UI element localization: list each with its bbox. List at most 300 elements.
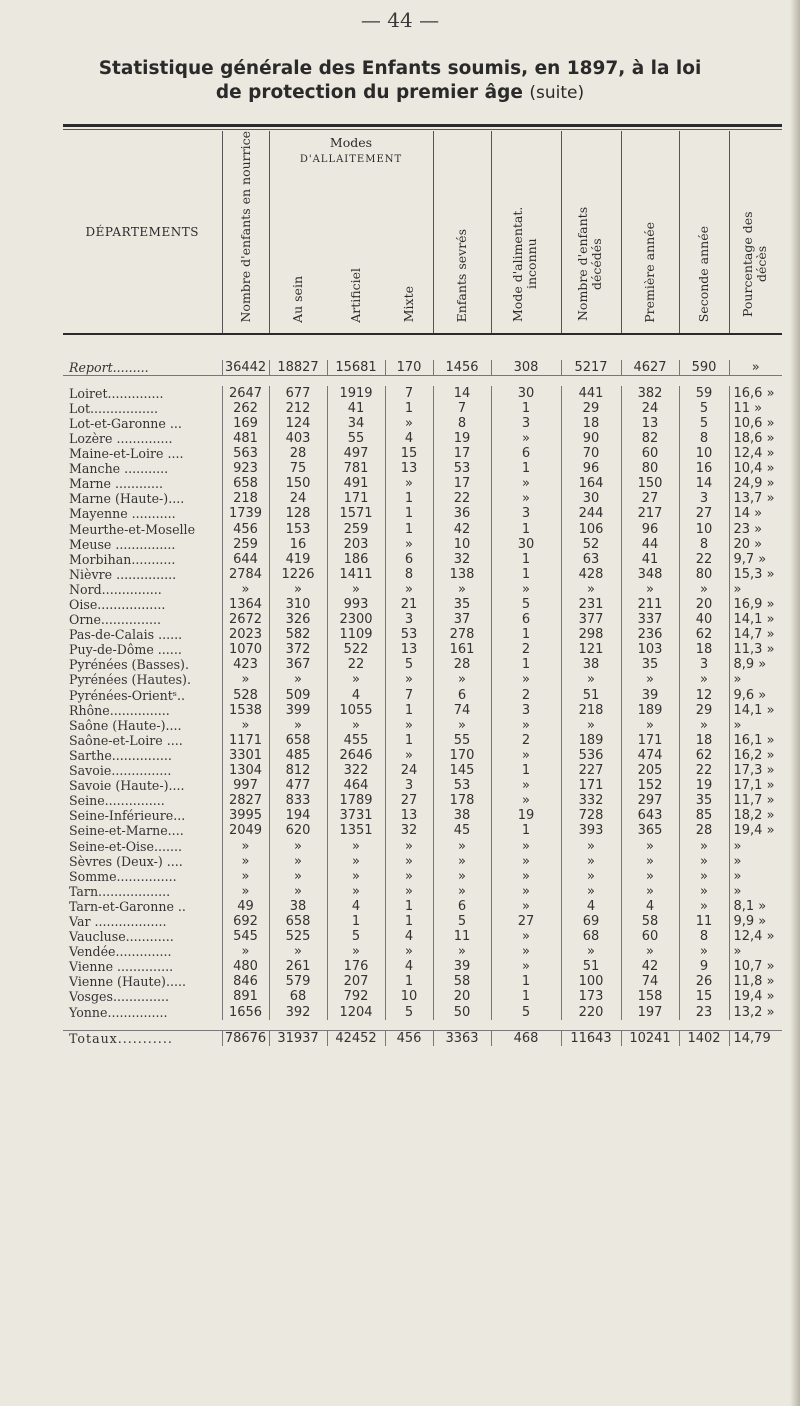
totals-row <box>63 1030 782 1046</box>
table-row <box>63 763 782 778</box>
table-cell: » <box>621 839 679 854</box>
table-cell: 14,1 » <box>729 612 782 627</box>
table-cell: 5 <box>385 657 433 672</box>
table-cell: » <box>561 944 621 959</box>
table-cell: 16,1 » <box>729 733 782 748</box>
table-cell: 5 <box>491 1005 561 1020</box>
table-cell: 10,7 » <box>729 959 782 974</box>
table-cell: » <box>385 672 433 687</box>
table-cell: 545 <box>222 929 269 944</box>
table-cell: 53 <box>433 461 491 476</box>
table-row <box>63 582 782 597</box>
table-row <box>63 597 782 612</box>
report-row <box>63 360 782 376</box>
report-cell: 1456 <box>433 360 491 376</box>
title-suffix: (suite) <box>529 83 585 103</box>
table-cell: 3 <box>491 416 561 431</box>
table-cell: 14,7 » <box>729 627 782 642</box>
table-cell: » <box>433 869 491 884</box>
table-cell: 19,4 » <box>729 823 782 838</box>
table-cell: » <box>327 672 385 687</box>
table-cell: » <box>385 884 433 899</box>
department-name: Sèvres (Deux-) .... <box>69 853 183 869</box>
table-cell: » <box>729 944 782 959</box>
table-row <box>63 476 782 491</box>
table-cell: 30 <box>491 537 561 552</box>
table-cell: 6 <box>491 446 561 461</box>
table-cell: 563 <box>222 446 269 461</box>
table-cell: 106 <box>561 522 621 537</box>
table-cell: 658 <box>269 914 327 929</box>
header-modes-allaitement: Modes D'ALLAITEMENT <box>299 135 403 165</box>
table-cell: 53 <box>433 778 491 793</box>
report-cell: 18827 <box>269 360 327 376</box>
table-cell: » <box>561 582 621 597</box>
table-cell: 11 » <box>729 401 782 416</box>
table-cell: 150 <box>269 476 327 491</box>
table-cell: 211 <box>621 597 679 612</box>
table-cell: 16,6 » <box>729 386 782 401</box>
table-row <box>63 506 782 521</box>
table-cell: 428 <box>561 567 621 582</box>
header-enfants-sevres: Enfants sevrés <box>433 131 491 334</box>
table-row <box>63 808 782 823</box>
department-name: Puy-de-Dôme ...... <box>69 642 182 658</box>
table-cell: 6 <box>385 552 433 567</box>
top-rule <box>63 124 782 127</box>
table-cell: 522 <box>327 642 385 657</box>
table-cell: 4 <box>385 959 433 974</box>
table-cell: » <box>327 869 385 884</box>
table-cell: 19,4 » <box>729 989 782 1004</box>
table-cell: » <box>491 778 561 793</box>
table-cell: 15 <box>679 989 729 1004</box>
table-cell: » <box>491 929 561 944</box>
table-cell: 1538 <box>222 703 269 718</box>
table-cell: » <box>729 672 782 687</box>
title-line-2 <box>60 81 740 105</box>
table-cell: 30 <box>561 491 621 506</box>
table-cell: 322 <box>327 763 385 778</box>
table-cell: 15,3 » <box>729 567 782 582</box>
department-name: Rhône............... <box>69 702 170 718</box>
department-name: Vienne (Haute)..... <box>69 974 186 990</box>
table-cell: 1304 <box>222 763 269 778</box>
header-seconde-annee: Seconde année <box>679 131 729 334</box>
table-cell: 74 <box>433 703 491 718</box>
department-name: Savoie............... <box>69 763 172 779</box>
table-cell: » <box>385 718 433 733</box>
table-cell: 13,7 » <box>729 491 782 506</box>
table-cell: 124 <box>269 416 327 431</box>
table-cell: » <box>679 944 729 959</box>
table-cell: 19 <box>679 778 729 793</box>
table-cell: » <box>561 672 621 687</box>
table-cell: 17 <box>433 476 491 491</box>
table-cell: » <box>491 491 561 506</box>
table-cell: 2827 <box>222 793 269 808</box>
table-cell: 138 <box>433 567 491 582</box>
table-cell: 37 <box>433 612 491 627</box>
table-cell: 21 <box>385 597 433 612</box>
table-cell: » <box>385 416 433 431</box>
table-body <box>63 350 782 1020</box>
table-cell: 50 <box>433 1005 491 1020</box>
table-cell: 38 <box>269 899 327 914</box>
table-cell: 474 <box>621 748 679 763</box>
table-cell: 218 <box>222 491 269 506</box>
table-cell: 231 <box>561 597 621 612</box>
table-cell: 2023 <box>222 627 269 642</box>
table-cell: 60 <box>621 929 679 944</box>
department-name: Tarn.................. <box>69 883 171 899</box>
table-cell: 2049 <box>222 823 269 838</box>
table-cell: 10 <box>385 989 433 1004</box>
table-cell: 8,9 » <box>729 657 782 672</box>
table-cell: 10 <box>679 522 729 537</box>
title-line-1: Statistique générale des Enfants soumis, en 1897, à la loi <box>98 58 702 79</box>
table-cell: 1 <box>491 552 561 567</box>
table-cell: 152 <box>621 778 679 793</box>
table-cell: » <box>679 672 729 687</box>
table-cell: 525 <box>269 929 327 944</box>
table-cell: » <box>327 582 385 597</box>
table-cell: 2647 <box>222 386 269 401</box>
table-cell: 891 <box>222 989 269 1004</box>
table-cell: 49 <box>222 899 269 914</box>
report-cell: 4627 <box>621 360 679 376</box>
table-cell: 24 <box>269 491 327 506</box>
table-cell: » <box>327 854 385 869</box>
totals-cell: 14,79 <box>729 1030 782 1046</box>
department-name: Lot................. <box>69 400 159 416</box>
table-cell: 22 <box>679 763 729 778</box>
totals-cell: 3363 <box>433 1030 491 1046</box>
table-cell: 29 <box>561 401 621 416</box>
table-cell: 9 <box>679 959 729 974</box>
table-row <box>63 869 782 884</box>
table-cell: 1 <box>385 974 433 989</box>
table-cell: 278 <box>433 627 491 642</box>
table-cell: » <box>729 718 782 733</box>
table-cell: 18 <box>679 733 729 748</box>
table-cell: 1 <box>491 627 561 642</box>
table-cell: 509 <box>269 688 327 703</box>
table-cell: 20 » <box>729 537 782 552</box>
table-cell: » <box>222 854 269 869</box>
table-cell: » <box>491 582 561 597</box>
table-cell: 10 <box>433 537 491 552</box>
table-cell: 5 <box>679 401 729 416</box>
totals-cell: 78676 <box>222 1030 269 1046</box>
table-cell: 481 <box>222 431 269 446</box>
table-cell: » <box>433 884 491 899</box>
table-cell: 5 <box>679 416 729 431</box>
table-cell: » <box>561 718 621 733</box>
table-cell: 28 <box>269 446 327 461</box>
table-row <box>63 461 782 476</box>
table-cell: » <box>269 672 327 687</box>
table-cell: » <box>491 431 561 446</box>
table-cell: 1351 <box>327 823 385 838</box>
page-title <box>60 57 740 105</box>
table-cell: » <box>327 839 385 854</box>
table-cell: 8 <box>385 567 433 582</box>
table-row <box>63 914 782 929</box>
table-cell: 58 <box>621 914 679 929</box>
table-cell: 27 <box>491 914 561 929</box>
table-cell: 4 <box>327 688 385 703</box>
table-cell: 1 <box>385 914 433 929</box>
totals-cell: 10241 <box>621 1030 679 1046</box>
department-name: Maine-et-Loire .... <box>69 446 184 462</box>
table-cell: 792 <box>327 989 385 1004</box>
table-cell: 536 <box>561 748 621 763</box>
table-cell: 692 <box>222 914 269 929</box>
table-cell: » <box>621 854 679 869</box>
table-cell: 1 <box>385 733 433 748</box>
table-cell: 32 <box>433 552 491 567</box>
table-cell: 52 <box>561 537 621 552</box>
table-cell: 8 <box>679 431 729 446</box>
table-cell: » <box>433 944 491 959</box>
table-cell: 197 <box>621 1005 679 1020</box>
table-cell: 1364 <box>222 597 269 612</box>
table-cell: » <box>222 884 269 899</box>
table-row <box>63 974 782 989</box>
table-cell: 51 <box>561 959 621 974</box>
table-cell: 643 <box>621 808 679 823</box>
table-cell: 90 <box>561 431 621 446</box>
table-cell: 28 <box>433 657 491 672</box>
table-row <box>63 688 782 703</box>
table-cell: » <box>222 869 269 884</box>
table-row <box>63 823 782 838</box>
table-cell: 620 <box>269 823 327 838</box>
table-cell: 1739 <box>222 506 269 521</box>
table-row <box>63 642 782 657</box>
table-cell: 171 <box>561 778 621 793</box>
department-name: Vosges.............. <box>69 989 170 1005</box>
report-label: Report......... <box>63 360 222 376</box>
table-row <box>63 446 782 461</box>
table-cell: 846 <box>222 974 269 989</box>
table-cell: » <box>561 884 621 899</box>
table-cell: 103 <box>621 642 679 657</box>
table-cell: 14 <box>433 386 491 401</box>
table-cell: 8 <box>679 537 729 552</box>
table-cell: 5 <box>433 914 491 929</box>
table-cell: » <box>679 854 729 869</box>
table-cell: » <box>679 899 729 914</box>
table-cell: 10,6 » <box>729 416 782 431</box>
table-cell: 326 <box>269 612 327 627</box>
header-mode-inconnu: Mode d'alimentat. inconnu <box>491 131 561 334</box>
table-cell: 22 <box>433 491 491 506</box>
table-cell: 38 <box>433 808 491 823</box>
header-mixte: Mixte <box>400 286 416 323</box>
page-edge-shadow <box>790 0 800 1406</box>
table-cell: 62 <box>679 748 729 763</box>
table-cell: » <box>621 718 679 733</box>
table-cell: » <box>269 854 327 869</box>
totals-cell: 456 <box>385 1030 433 1046</box>
table-cell: 5 <box>491 597 561 612</box>
department-name: Loiret.............. <box>69 385 164 401</box>
table-cell: 14 » <box>729 506 782 521</box>
department-name: Vendée.............. <box>69 944 172 960</box>
table-cell: » <box>621 944 679 959</box>
table-cell: 3 <box>385 612 433 627</box>
department-name: Pyrénées (Hautes). <box>69 672 191 688</box>
table-row <box>63 959 782 974</box>
table-cell: » <box>729 582 782 597</box>
table-cell: 23 <box>679 1005 729 1020</box>
table-footer <box>63 1020 782 1046</box>
table-cell: 812 <box>269 763 327 778</box>
table-cell: 2784 <box>222 567 269 582</box>
table-cell: 55 <box>327 431 385 446</box>
totals-cell: 31937 <box>269 1030 327 1046</box>
table-cell: 658 <box>269 733 327 748</box>
table-cell: 18 <box>561 416 621 431</box>
table-cell: 367 <box>269 657 327 672</box>
table-cell: 22 <box>679 552 729 567</box>
table-cell: 12,4 » <box>729 929 782 944</box>
table-cell: 12,4 » <box>729 446 782 461</box>
department-name: Savoie (Haute-).... <box>69 778 185 794</box>
table-cell: 170 <box>433 748 491 763</box>
table-cell: » <box>327 944 385 959</box>
table-cell: 3 <box>385 778 433 793</box>
table-header <box>63 131 782 350</box>
table-cell: 36 <box>433 506 491 521</box>
table-cell: 69 <box>561 914 621 929</box>
table-cell: 997 <box>222 778 269 793</box>
statistics-table <box>63 131 782 1046</box>
table-cell: 1 <box>491 657 561 672</box>
table-row <box>63 989 782 1004</box>
table-cell: 100 <box>561 974 621 989</box>
table-cell: 20 <box>433 989 491 1004</box>
table-row <box>63 899 782 914</box>
header-nombre-enfants: Nombre d'enfants en nourrice <box>222 131 269 334</box>
table-cell: » <box>433 672 491 687</box>
table-cell: 13 <box>385 808 433 823</box>
department-name: Seine............... <box>69 793 165 809</box>
table-cell: 24 <box>385 763 433 778</box>
table-cell: 8 <box>433 416 491 431</box>
table-cell: 58 <box>433 974 491 989</box>
table-cell: » <box>327 718 385 733</box>
table-cell: » <box>433 582 491 597</box>
table-cell: 96 <box>621 522 679 537</box>
report-cell: 36442 <box>222 360 269 376</box>
table-cell: 17,3 » <box>729 763 782 778</box>
table-cell: 16,2 » <box>729 748 782 763</box>
table-row <box>63 854 782 869</box>
totals-cell: 42452 <box>327 1030 385 1046</box>
table-cell: 6 <box>433 899 491 914</box>
table-cell: 158 <box>621 989 679 1004</box>
table-cell: 1411 <box>327 567 385 582</box>
header-departements: DÉPARTEMENTS <box>85 224 199 239</box>
table-cell: 173 <box>561 989 621 1004</box>
table-cell: » <box>679 718 729 733</box>
table-cell: » <box>269 884 327 899</box>
table-cell: 22 <box>327 657 385 672</box>
department-name: Marne ............ <box>69 476 164 492</box>
table-cell: 80 <box>621 461 679 476</box>
title-line-2-main: de protection du premier âge <box>215 82 523 103</box>
department-name: Seine-Inférieure... <box>69 808 186 824</box>
table-cell: 42 <box>433 522 491 537</box>
table-row <box>63 612 782 627</box>
department-name: Marne (Haute-).... <box>69 491 185 507</box>
table-cell: 4 <box>385 431 433 446</box>
table-cell: 17 <box>433 446 491 461</box>
table-cell: 55 <box>433 733 491 748</box>
table-cell: 13,2 » <box>729 1005 782 1020</box>
table-cell: » <box>491 884 561 899</box>
table-cell: » <box>491 854 561 869</box>
table-cell: » <box>385 476 433 491</box>
report-cell: 5217 <box>561 360 621 376</box>
table-cell: 169 <box>222 416 269 431</box>
table-cell: 441 <box>561 386 621 401</box>
table-cell: 2 <box>491 642 561 657</box>
table-cell: » <box>433 839 491 854</box>
table-cell: 53 <box>385 627 433 642</box>
totals-label: Totaux........... <box>63 1030 222 1046</box>
table-cell: 189 <box>621 703 679 718</box>
table-cell: 24,9 » <box>729 476 782 491</box>
table-cell: 372 <box>269 642 327 657</box>
table-cell: 993 <box>327 597 385 612</box>
table-cell: 12 <box>679 688 729 703</box>
table-cell: 10 <box>679 446 729 461</box>
table-row <box>63 491 782 506</box>
table-cell: 194 <box>269 808 327 823</box>
table-cell: 4 <box>621 899 679 914</box>
table-cell: 3301 <box>222 748 269 763</box>
table-cell: 1919 <box>327 386 385 401</box>
table-row <box>63 627 782 642</box>
table-cell: » <box>491 944 561 959</box>
table-cell: 35 <box>679 793 729 808</box>
table-cell: » <box>222 944 269 959</box>
table-cell: 1 <box>385 899 433 914</box>
table-cell: 244 <box>561 506 621 521</box>
table-cell: 59 <box>679 386 729 401</box>
table-cell: 1 <box>385 491 433 506</box>
table-cell: 298 <box>561 627 621 642</box>
table-cell: 14 <box>679 476 729 491</box>
table-row <box>63 401 782 416</box>
totals-cell: 11643 <box>561 1030 621 1046</box>
table-cell: 27 <box>679 506 729 521</box>
table-cell: 423 <box>222 657 269 672</box>
table-cell: 212 <box>269 401 327 416</box>
table-cell: 26 <box>679 974 729 989</box>
table-cell: 1 <box>491 823 561 838</box>
table-cell: 68 <box>561 929 621 944</box>
table-cell: » <box>222 672 269 687</box>
table-cell: 7 <box>385 386 433 401</box>
table-cell: 1204 <box>327 1005 385 1020</box>
table-cell: 29 <box>679 703 729 718</box>
table-cell: 1109 <box>327 627 385 642</box>
